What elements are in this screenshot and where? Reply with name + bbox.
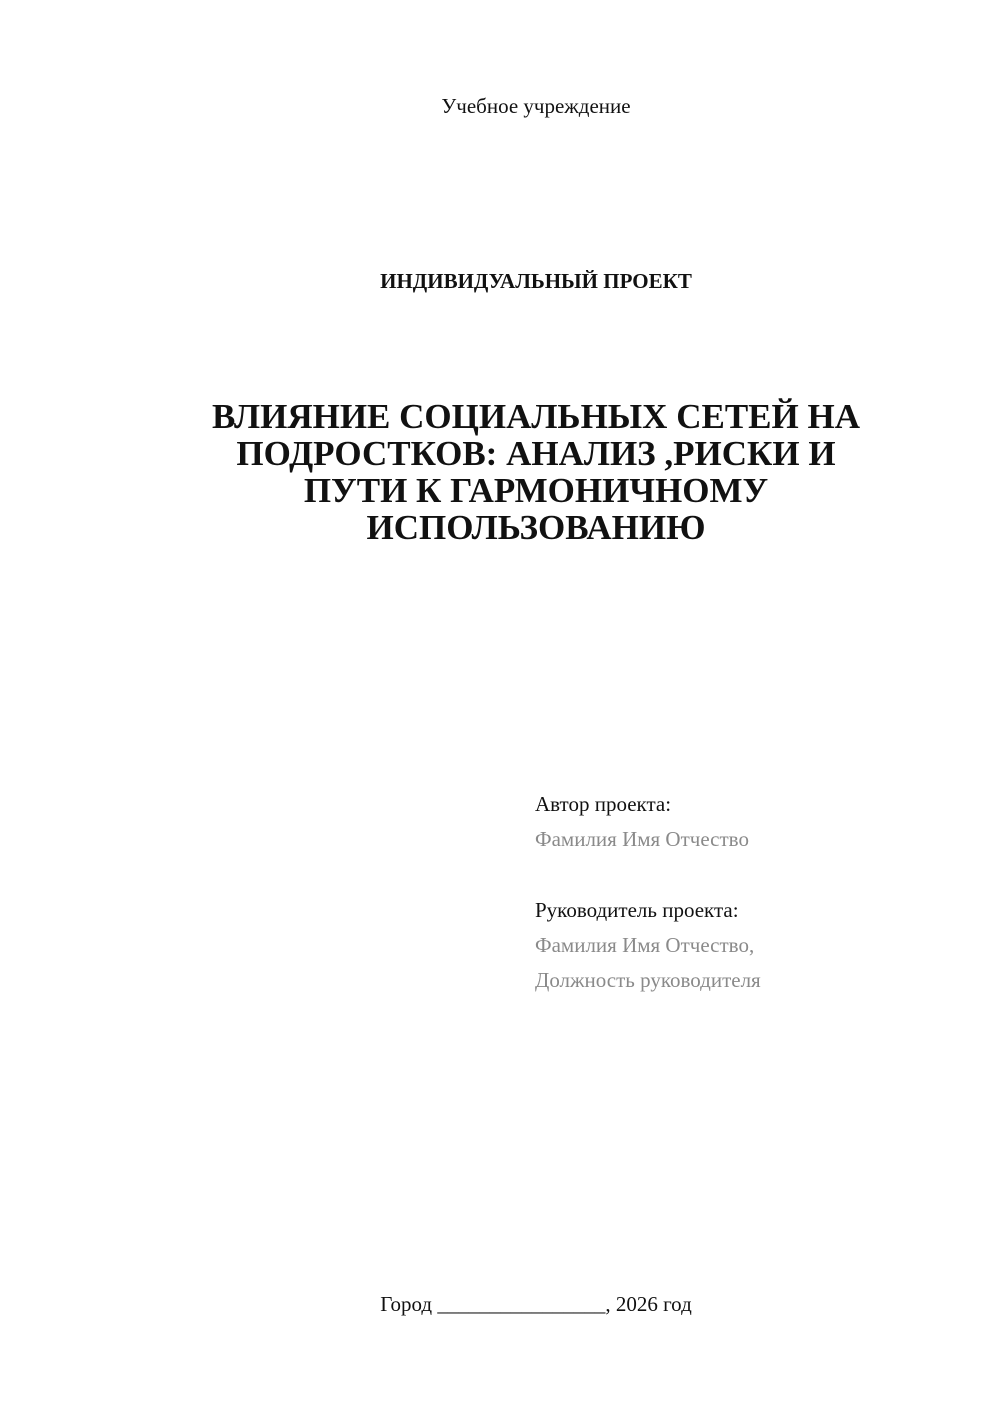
title-line: ПУТИ К ГАРМОНИЧНОМУ: [303, 471, 769, 510]
author-name: Фамилия Имя Отчество: [535, 827, 749, 851]
supervisor-name: Фамилия Имя Отчество,: [535, 933, 755, 957]
city-year-footer: Город ________________, 2026 год: [380, 1292, 692, 1316]
supervisor-position: Должность руководителя: [535, 968, 761, 992]
supervisor-label: Руководитель проекта:: [535, 898, 739, 922]
author-label: Автор проекта:: [535, 792, 672, 816]
institution-name: Учебное учреждение: [441, 94, 631, 118]
title-line: ИСПОЛЬЗОВАНИЮ: [366, 508, 706, 547]
project-title: [160, 398, 912, 546]
supervisor-block: [535, 893, 975, 998]
author-block: [535, 787, 975, 857]
title-line: ВЛИЯНИЕ СОЦИАЛЬНЫХ СЕТЕЙ НА: [212, 397, 860, 436]
project-type-heading: ИНДИВИДУАЛЬНЫЙ ПРОЕКТ: [380, 269, 692, 293]
title-line: ПОДРОСТКОВ: АНАЛИЗ ,РИСКИ И: [236, 434, 836, 473]
